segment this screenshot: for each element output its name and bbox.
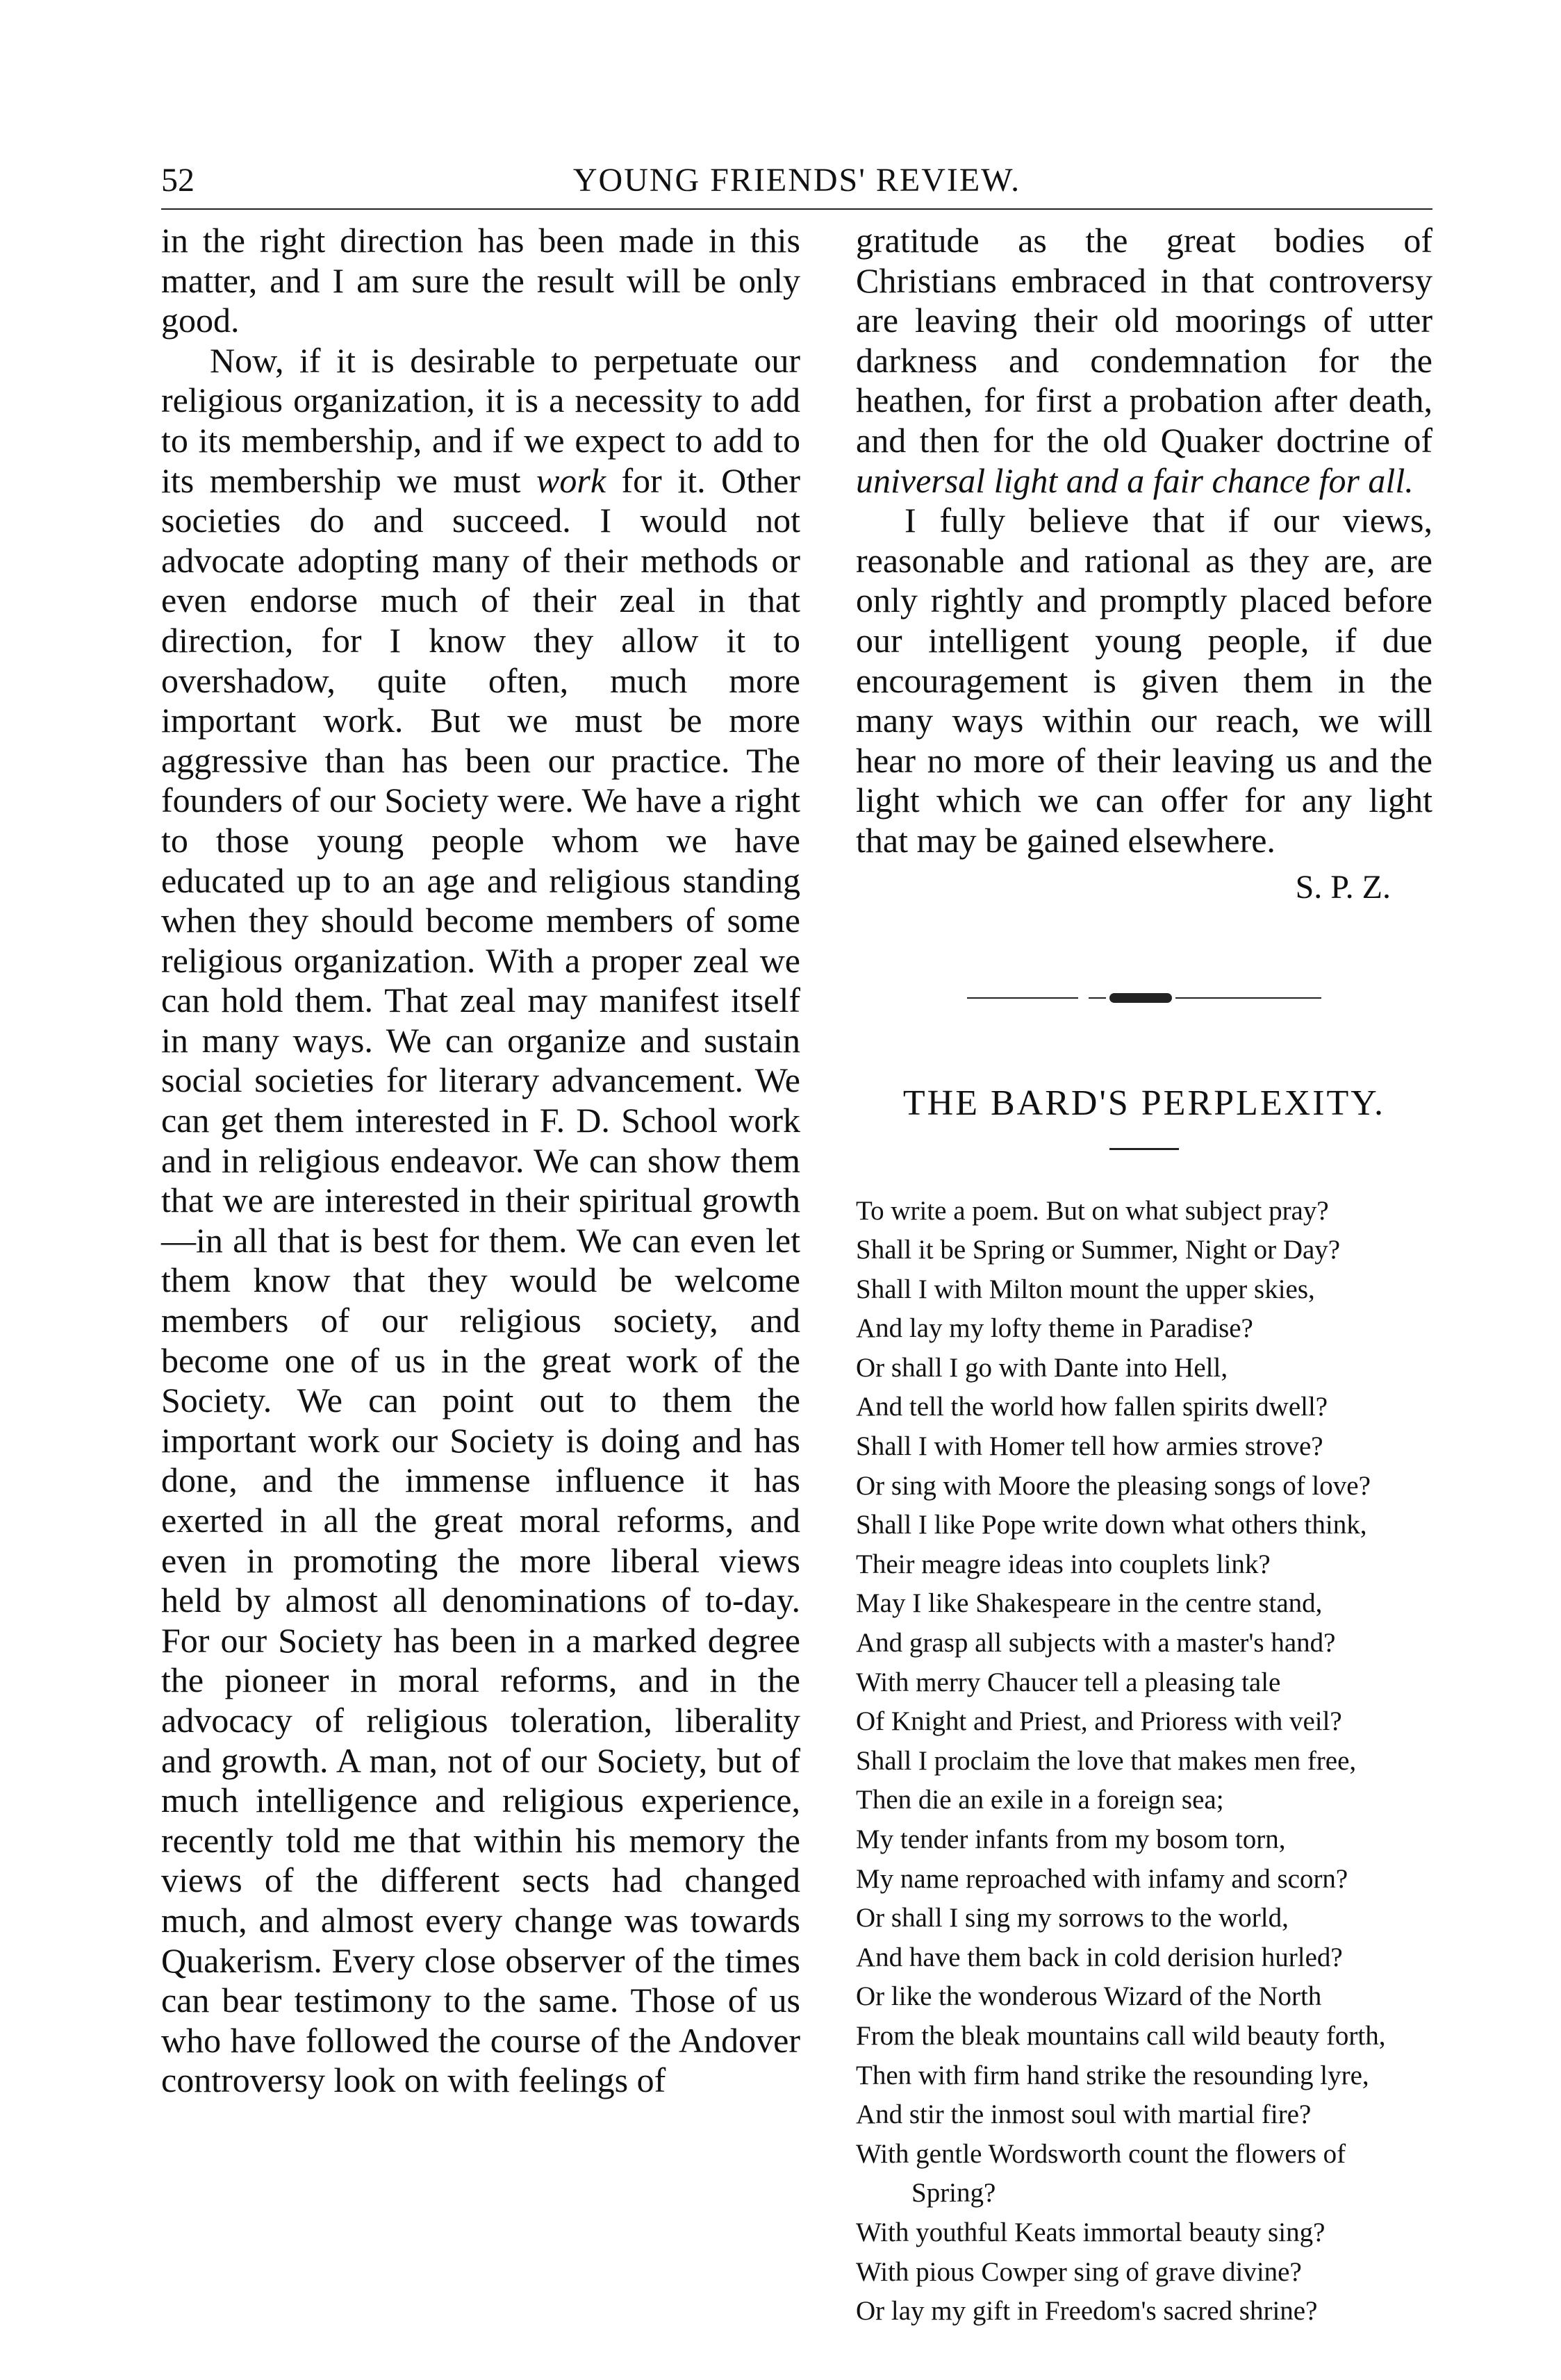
poem-line: And tell the world how fallen spirits dwell? — [856, 1392, 1328, 1422]
poem-line: And lay my lofty theme in Paradise? — [856, 1313, 1253, 1344]
poem-line: Their meagre ideas into couplets link? — [856, 1549, 1271, 1579]
poem-line: Then die an exile in a foreign sea; — [856, 1785, 1224, 1815]
left-column — [161, 221, 800, 2101]
page-header — [161, 161, 1432, 203]
poem-line: Or shall I go with Dante into Hell, — [856, 1352, 1228, 1383]
section-divider — [967, 990, 1321, 1006]
poem-line: Of Knight and Priest, and Prioress with veil? — [856, 1706, 1342, 1737]
poem-line: And have them back in cold derision hurled? — [856, 1942, 1343, 1972]
poem-line: With gentle Wordsworth count the flowers of — [856, 2138, 1346, 2169]
poem-line: My tender infants from my bosom torn, — [856, 1824, 1286, 1854]
poem-line: Or shall I sing my sorrows to the world, — [856, 1903, 1289, 1933]
poem-line: From the bleak mountains call wild beauty forth, — [856, 2020, 1386, 2051]
poem-line: May I like Shakespeare in the centre stand, — [856, 1588, 1323, 1619]
poem — [856, 1192, 1432, 2331]
poem-line: Shall I with Homer tell how armies strove? — [856, 1431, 1323, 1462]
divider-rule-left — [967, 997, 1078, 999]
poem-line: Shall it be Spring or Summer, Night or Day? — [856, 1235, 1341, 1265]
poem-line: And stir the inmost soul with martial fire? — [856, 2099, 1312, 2130]
paragraph-membership-text: Now, if it is desirable to perpetuate our religious organization, it is a necessity to add to its membership, and if we expect to add to its membership we must — [161, 340, 800, 500]
italic-phrase-universal-light: universal light and a fair chance for all. — [856, 460, 1414, 500]
divider-rule-right — [1175, 997, 1321, 999]
poem-title-rule — [1109, 1148, 1179, 1150]
poem-line: Or lay my gift in Freedom's sacred shrine? — [856, 2296, 1318, 2327]
paragraph-gratitude — [856, 221, 1432, 501]
poem-line: With youthful Keats immortal beauty sing? — [856, 2217, 1325, 2247]
divider-ornament-icon — [1109, 993, 1172, 1003]
running-title: YOUNG FRIENDS' REVIEW. — [572, 162, 1021, 199]
italic-word-work: work — [536, 460, 606, 500]
poem-line: Or sing with Moore the pleasing songs of love? — [856, 1470, 1371, 1501]
author-signature: S. P. Z. — [1295, 868, 1391, 906]
poem-line: Or like the wonderous Wizard of the North — [856, 1981, 1322, 2012]
right-column — [856, 221, 1432, 2331]
poem-line: Spring? — [911, 2178, 996, 2208]
paragraph-membership-text-2: for it. Other societies do and succeed. I would not advocate adopting many of their methods or even endorse much of their zeal in that direction, for I know they allow it to overshadow, quite often, much more important work. But we must be more aggressive than has been our practice. The founders of our Society were. We have a right to those young people whom we have educated up to an age and religious standing when they should become members of some religious organization. With a proper zeal we can hold them. That zeal may manifest itself in many ways. We can organize and sustain social societies for literary advancement. We can get them interested in F. D. School work and in religious endeavor. We can show them that we are interested in their spiritual growth—in all that is best for them. We can even let them know that they would be welcome members of our religious society, and become one of us in the great work of the Society. We can point out to them the important work our Society is doing and has done, and the immense influence it has exerted in all the great moral reforms, and even in promoting the more liberal views held by almost all denominations of to-day. For our Society has been in a marked degree the pioneer in moral reforms, and in the advocacy of religious toleration, liberality and growth. A man, not of our Society, but of much intelligence and religious experience, recently told me that within his memory the views of the different sects had changed much, and almost every change was towards Quakerism. Every close observer of the times can bear testimony to the same. Those of us who have followed the course of the Andover controversy look on with feelings of — [161, 460, 800, 2100]
poem-line: With merry Chaucer tell a pleasing tale — [856, 1667, 1281, 1697]
paragraph-membership — [161, 341, 800, 2101]
poem-line: Then with firm hand strike the resounding lyre, — [856, 2060, 1369, 2090]
paragraph-continuation: in the right direction has been made in this matter, and I am sure the result will be only good. — [161, 221, 800, 340]
paragraph-belief: I fully believe that if our views, reasonable and rational as they are, are only rightly and promptly placed before our intelligent young people, if due encouragement is given them in the many ways within our reach, we will hear no more of their leaving us and the light which we can offer for any light that may be gained elsewhere. — [856, 501, 1432, 860]
poem-line: Shall I like Pope write down what others think, — [856, 1510, 1367, 1540]
poem-line: To write a poem. But on what subject pray? — [856, 1195, 1329, 1226]
poem-line: With pious Cowper sing of grave divine? — [856, 2256, 1302, 2287]
poem-line: My name reproached with infamy and scorn? — [856, 1863, 1348, 1894]
poem-line: And grasp all subjects with a master's hand? — [856, 1628, 1336, 1658]
page-number: 52 — [161, 162, 195, 199]
poem-title: THE BARD'S PERPLEXITY. — [902, 1083, 1386, 1123]
divider-rule-short — [1089, 997, 1106, 999]
poem-line: Shall I proclaim the love that makes men free, — [856, 1745, 1357, 1776]
paragraph-gratitude-text: gratitude as the great bodies of Christians embraced in that controversy are leaving their old moorings of utter darkness and condemnation for the heathen, for first a probation after death, and then for the old Quaker doctrine of — [856, 221, 1432, 460]
header-rule — [161, 208, 1432, 210]
poem-line: Shall I with Milton mount the upper skies, — [856, 1274, 1315, 1304]
